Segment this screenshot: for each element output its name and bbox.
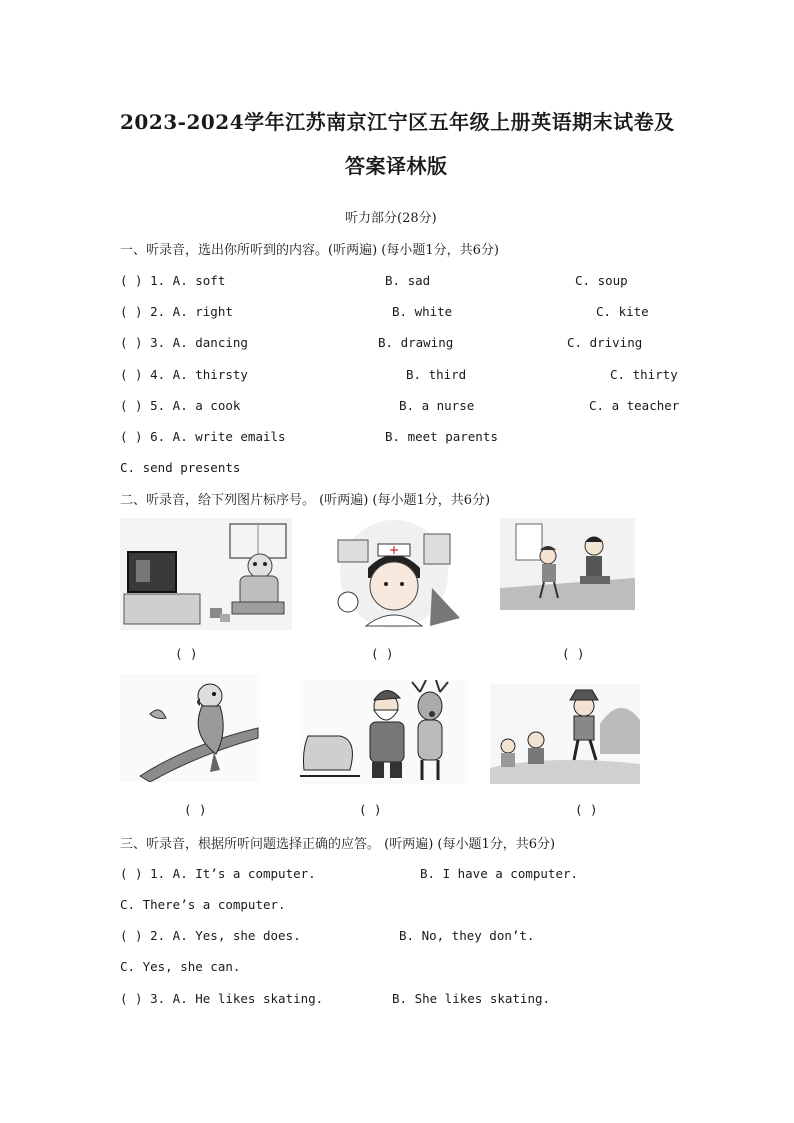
s3-q3-b: B. She likes skating.: [392, 991, 551, 1006]
s1-q2-c: C. kite: [596, 304, 649, 319]
listening-header: 听力部分(28分): [345, 211, 437, 226]
s1-q5-c: C. a teacher: [589, 398, 680, 413]
s3-q1-a: ( ) 1. A. It’s a computer.: [120, 866, 316, 881]
s1-q3-a: ( ) 3. A. dancing: [120, 335, 248, 350]
s1-q1-b: B. sad: [385, 273, 431, 288]
page-title-line2: 答案译林版: [345, 154, 448, 178]
picture1-blank[interactable]: ( ): [175, 646, 198, 661]
s1-q6-a: ( ) 6. A. write emails: [120, 429, 286, 444]
picture-kids-outdoors: [490, 684, 640, 784]
s1-q5-a: ( ) 5. A. a cook: [120, 398, 241, 413]
s1-q3-b: B. drawing: [378, 335, 454, 350]
picture-parrot: [120, 674, 260, 782]
section2-heading: 二、听录音，给下列图片标序号。 (听两遍) (每小题1分，共6分): [120, 493, 491, 508]
s1-q1-a: ( ) 1. A. soft: [120, 273, 226, 288]
picture6-blank[interactable]: ( ): [575, 802, 598, 817]
s1-q2-b: B. white: [392, 304, 453, 319]
s1-q1-c: C. soup: [575, 273, 628, 288]
s1-q5-b: B. a nurse: [399, 398, 475, 413]
s3-q2-c: C. Yes, she can.: [120, 959, 241, 974]
picture-nurse: [320, 518, 468, 630]
page-title-line1: 2023-2024学年江苏南京江宁区五年级上册英语期末试卷及: [120, 110, 675, 134]
picture-kids-room: [500, 518, 635, 610]
picture-santa-reindeer: [300, 680, 468, 784]
s1-q2-a: ( ) 2. A. right: [120, 304, 233, 319]
s3-q1-b: B. I have a computer.: [420, 866, 579, 881]
picture4-blank[interactable]: ( ): [184, 802, 207, 817]
s1-q4-b: B. third: [406, 367, 467, 382]
picture5-blank[interactable]: ( ): [359, 802, 382, 817]
s3-q2-a: ( ) 2. A. Yes, she does.: [120, 928, 301, 943]
picture2-blank[interactable]: ( ): [371, 646, 394, 661]
section1-heading: 一、听录音，选出你所听到的内容。(听两遍) (每小题1分，共6分): [120, 243, 499, 258]
picture-tv-room: [120, 518, 292, 630]
s3-q3-a: ( ) 3. A. He likes skating.: [120, 991, 324, 1006]
s1-q3-c: C. driving: [567, 335, 643, 350]
s1-q6-b: B. meet parents: [385, 429, 498, 444]
picture3-blank[interactable]: ( ): [562, 646, 585, 661]
s1-q4-a: ( ) 4. A. thirsty: [120, 367, 248, 382]
s1-q6-c: C. send presents: [120, 460, 241, 475]
section3-heading: 三、听录音，根据所听问题选择正确的应答。 (听两遍) (每小题1分，共6分): [120, 837, 556, 852]
s3-q1-c: C. There’s a computer.: [120, 897, 286, 912]
s1-q4-c: C. thirty: [610, 367, 678, 382]
s3-q2-b: B. No, they don’t.: [399, 928, 535, 943]
